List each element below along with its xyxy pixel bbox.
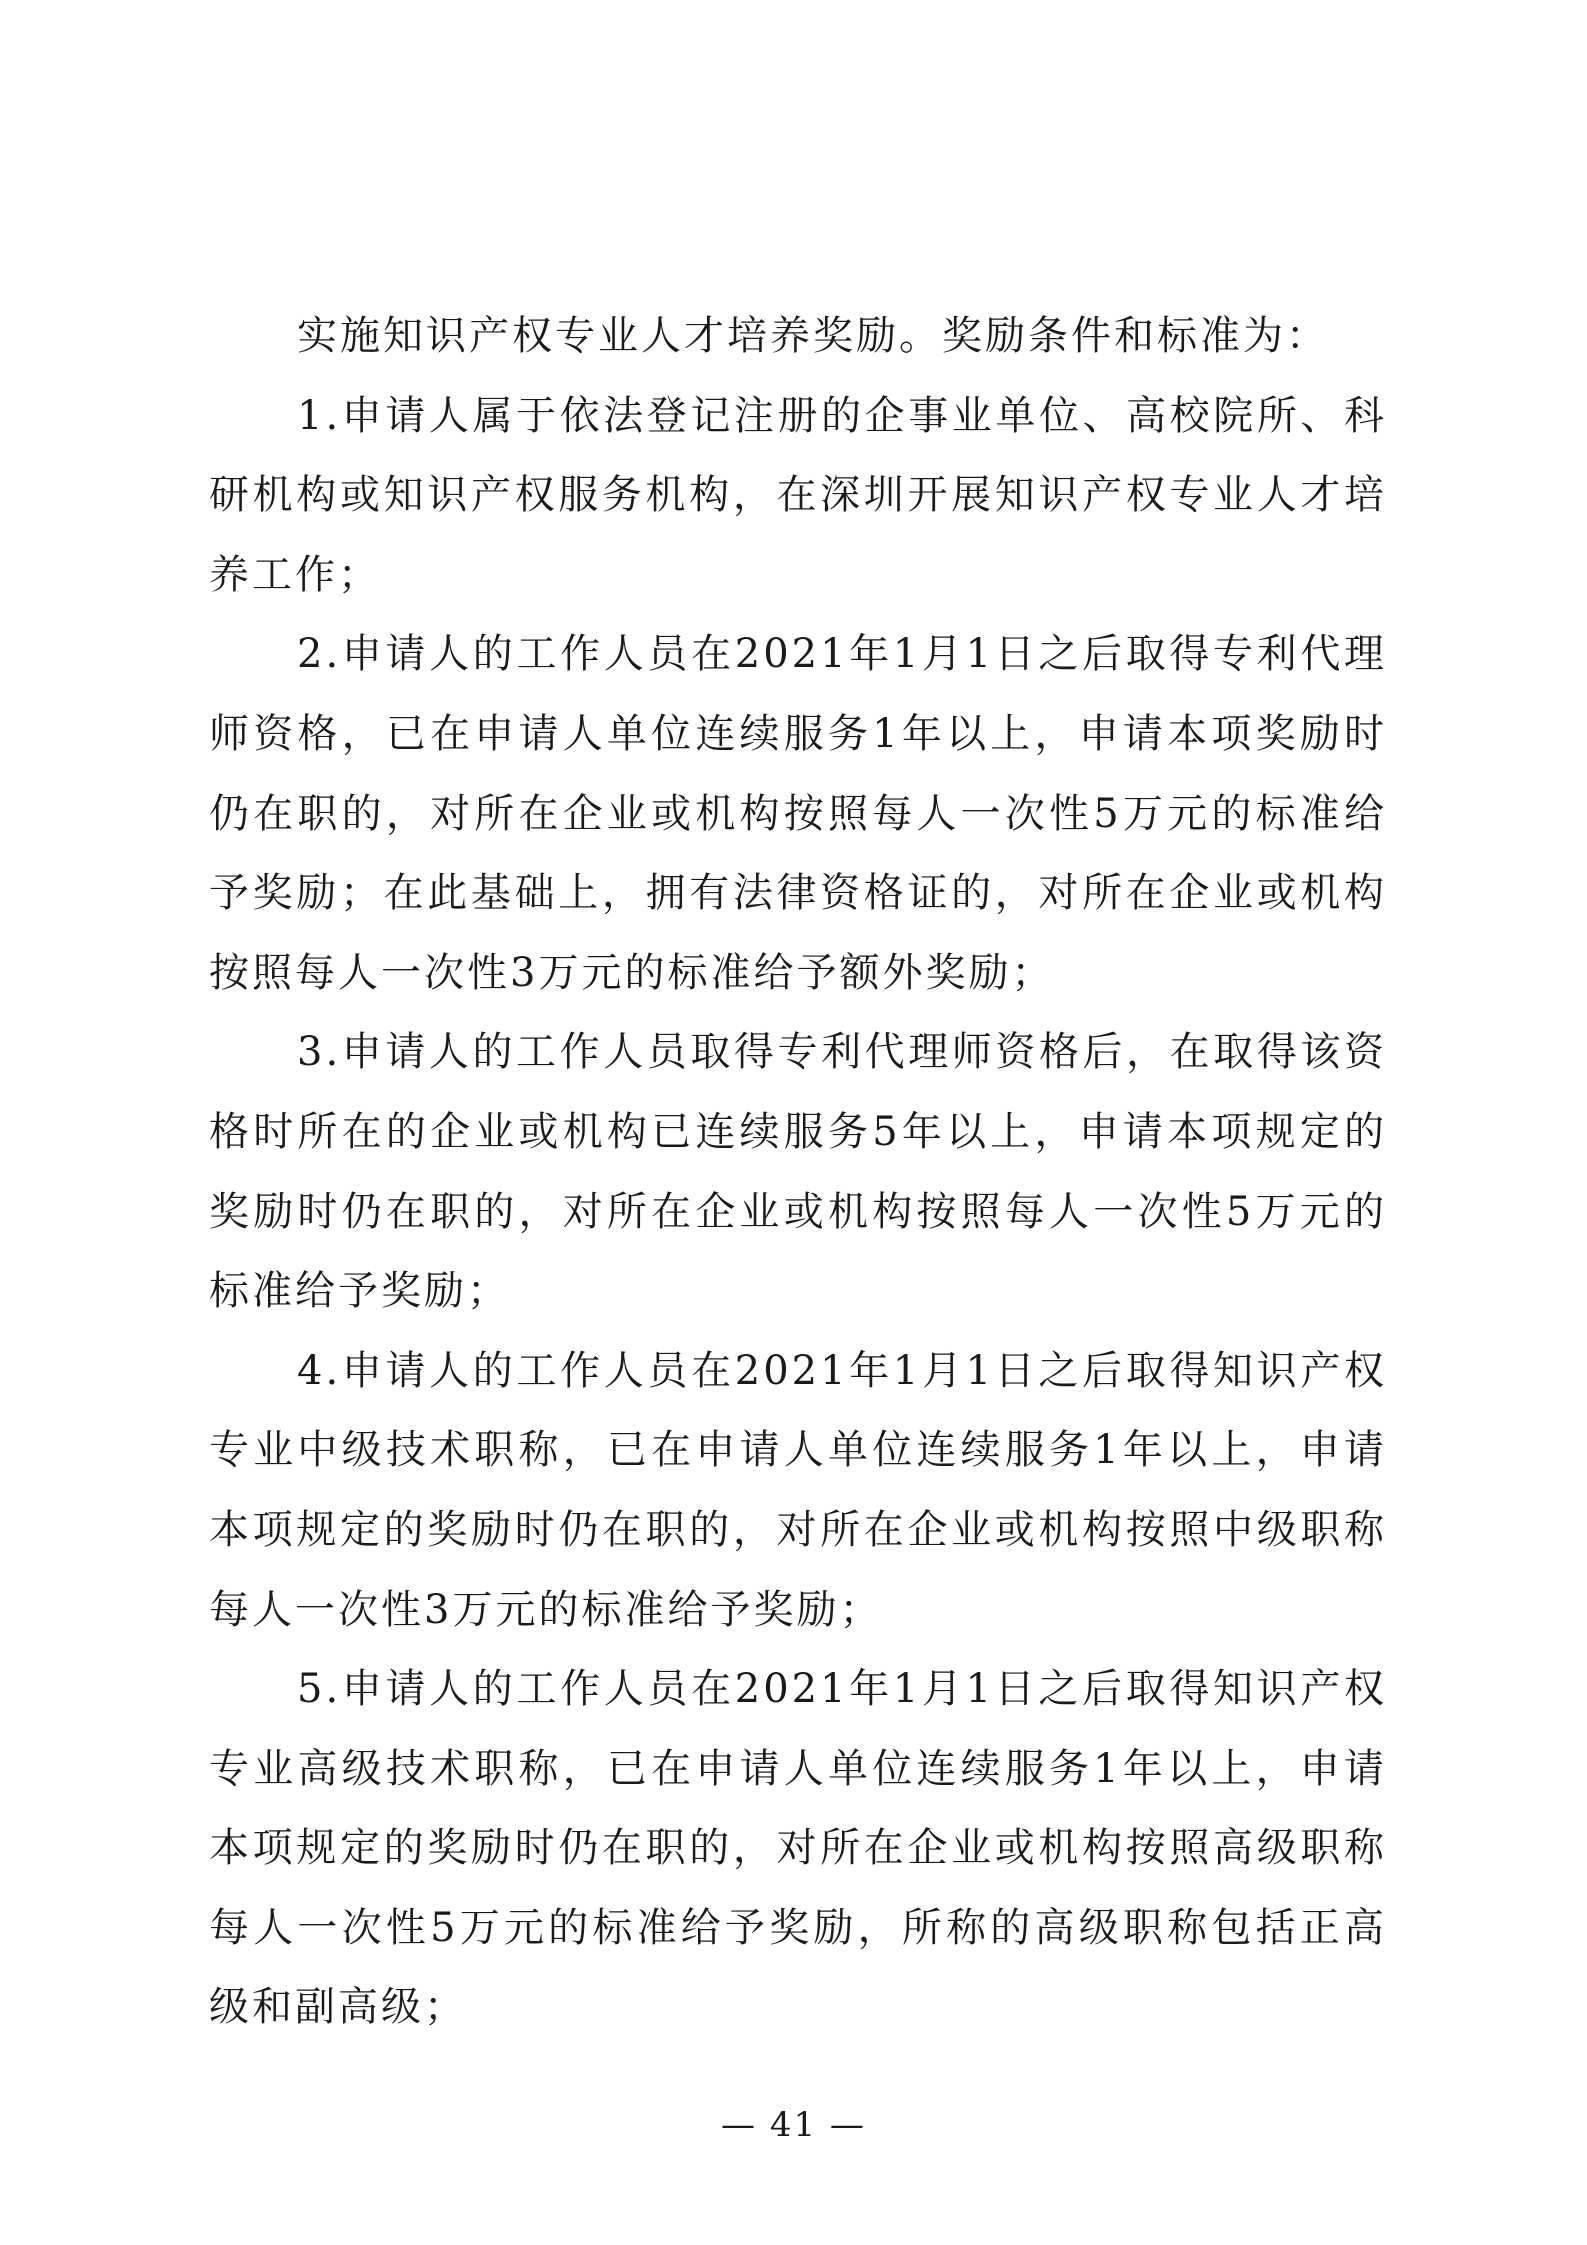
paragraph-item-3: 3.申请人的工作人员取得专利代理师资格后，在取得该资格时所在的企业或机构已连续服务5年以上，申请本项规定的奖励时仍在职的，对所在企业或机构按照每人一次性5万元的标准给予奖励； bbox=[209, 1029, 1387, 1315]
paragraph-intro: 实施知识产权专业人才培养奖励。奖励条件和标准为： bbox=[297, 313, 1329, 359]
paragraph-item-4: 4.申请人的工作人员在2021年1月1日之后取得知识产权专业中级技术职称，已在申请人单位连续服务1年以上，申请本项规定的奖励时仍在职的，对所在企业或机构按照中级职称每人一次性3万元的标准给予奖励； bbox=[209, 1347, 1387, 1633]
paragraph-item-1: 1.申请人属于依法登记注册的企事业单位、高校院所、科研机构或知识产权服务机构，在深圳开展知识产权专业人才培养工作； bbox=[209, 392, 1387, 598]
body-text bbox=[209, 297, 1387, 2048]
page-number: — 41 — bbox=[721, 2105, 866, 2145]
paragraph-item-5: 5.申请人的工作人员在2021年1月1日之后取得知识产权专业高级技术职称，已在申请人单位连续服务1年以上，申请本项规定的奖励时仍在职的，对所在企业或机构按照高级职称每人一次性5万元的标准给予奖励，所称的高级职称包括正高级和副高级； bbox=[209, 1666, 1387, 2031]
paragraph-item-2: 2.申请人的工作人员在2021年1月1日之后取得专利代理师资格，已在申请人单位连续服务1年以上，申请本项奖励时仍在职的，对所在企业或机构按照每人一次性5万元的标准给予奖励；在此基础上，拥有法律资格证的，对所在企业或机构按照每人一次性3万元的标准给予额外奖励； bbox=[209, 631, 1387, 996]
